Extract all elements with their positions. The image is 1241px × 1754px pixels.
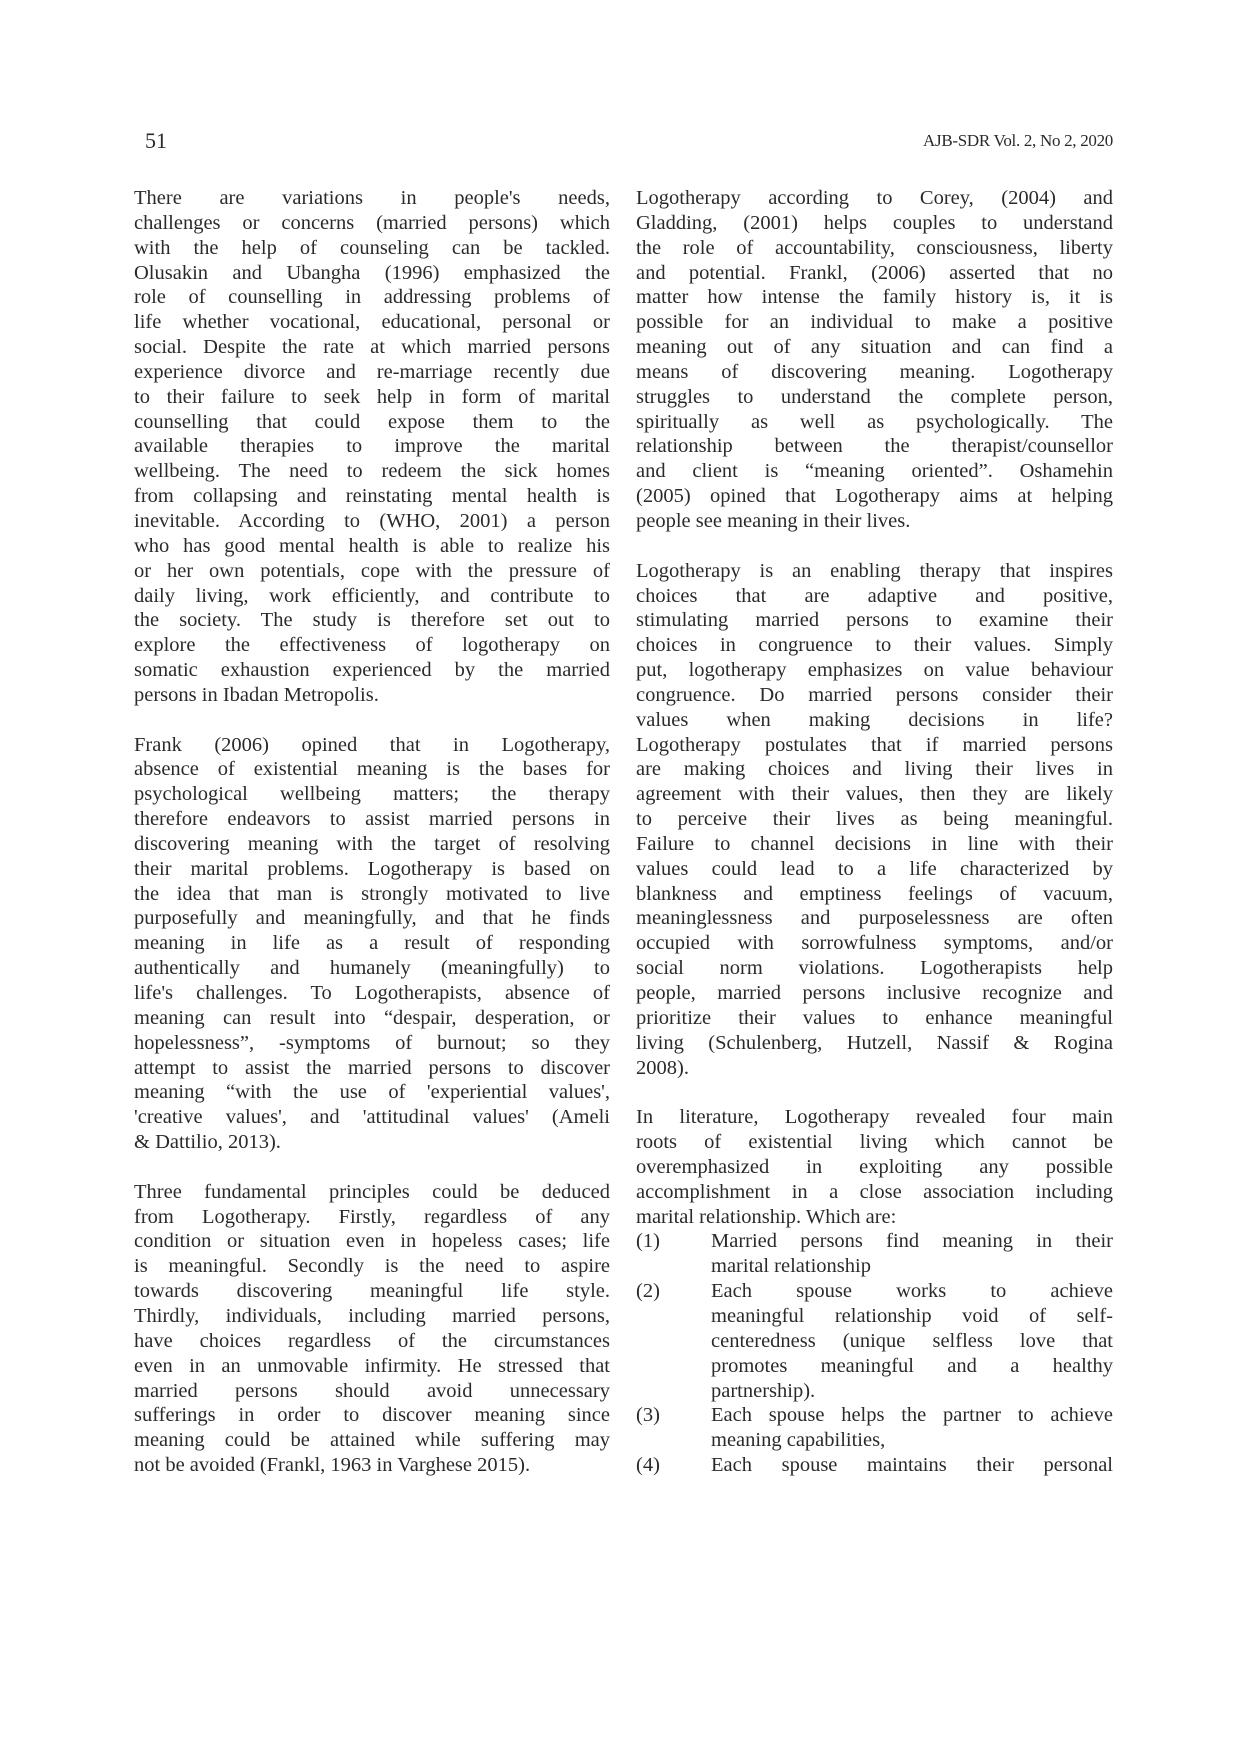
list-item-text: [711, 1229, 1113, 1279]
right-column: [636, 186, 1113, 1478]
text-line: discovering meaning with the target of resolving: [134, 832, 610, 855]
text-line: Gladding, (2001) helps couples to understand: [636, 211, 1113, 234]
list-item-line: marital relationship: [711, 1255, 871, 1278]
list-item-number: (3): [636, 1404, 660, 1427]
text-line: somatic exhaustion experienced by the married: [134, 659, 610, 682]
text-line: prioritize their values to enhance meaningful: [636, 1006, 1113, 1029]
text-line: meaning could be attained while suffering may: [134, 1429, 610, 1452]
text-line: marital relationship. Which are:: [636, 1205, 897, 1228]
text-line: Logotherapy is an enabling therapy that inspires: [636, 559, 1113, 582]
text-line: There are variations in people's needs,: [134, 187, 610, 209]
text-line: put, logotherapy emphasizes on value behaviour: [636, 659, 1113, 682]
text-line: not be avoided (Frankl, 1963 in Varghese 2015).: [134, 1454, 531, 1477]
list-item: [636, 1403, 1113, 1453]
text-line: roots of existential living which cannot be: [636, 1131, 1113, 1154]
left-column: [134, 186, 610, 1478]
paragraph: [134, 186, 610, 708]
page-number: 51: [145, 128, 167, 153]
text-line: absence of existential meaning is the bases for: [134, 758, 610, 781]
text-line: the role of accountability, consciousness, liberty: [636, 236, 1113, 259]
text-line: Three fundamental principles could be deduced: [134, 1180, 610, 1203]
text-line: available therapies to improve the marital: [134, 435, 610, 458]
list-item-number: (2): [636, 1280, 660, 1303]
text-line: hopelessness”, -symptoms of burnout; so they: [134, 1031, 610, 1054]
text-line: purposefully and meaningfully, and that he finds: [134, 907, 610, 930]
text-line: from Logotherapy. Firstly, regardless of any: [134, 1205, 610, 1228]
text-line: have choices regardless of the circumstances: [134, 1329, 610, 1352]
text-line: explore the effectiveness of logotherapy on: [134, 634, 610, 657]
text-line: are making choices and living their lives in: [636, 758, 1113, 781]
text-line: overemphasized in exploiting any possible: [636, 1155, 1113, 1178]
text-line: towards discovering meaningful life style.: [134, 1280, 610, 1303]
text-line: the idea that man is strongly motivated to live: [134, 882, 610, 905]
list-item-line: promotes meaningful and a healthy: [711, 1354, 1113, 1377]
list-item-line: centeredness (unique selfless love that: [711, 1329, 1113, 1352]
journal-citation: AJB-SDR Vol. 2, No 2, 2020: [923, 131, 1113, 150]
text-line: matter how intense the family history is, it is: [636, 286, 1113, 309]
text-line: congruence. Do married persons consider their: [636, 683, 1113, 706]
text-line: wellbeing. The need to redeem the sick homes: [134, 460, 610, 483]
paragraph: [636, 559, 1113, 1081]
list-item-text: [711, 1403, 1113, 1453]
list-item: [636, 1279, 1113, 1403]
text-line: people see meaning in their lives.: [636, 509, 911, 532]
list-item-line: partnership).: [711, 1379, 816, 1402]
paragraph: [134, 1180, 610, 1478]
text-line: social. Despite the rate at which married persons: [134, 336, 610, 359]
numbered-list: [636, 1229, 1113, 1477]
text-line: counselling that could expose them to the: [134, 410, 610, 433]
text-line: 'creative values', and 'attitudinal values' (Ameli: [134, 1106, 610, 1129]
paragraph: [134, 733, 610, 1155]
text-line: agreement with their values, then they are likely: [636, 783, 1113, 806]
text-line: married persons should avoid unnecessary: [134, 1379, 610, 1402]
text-line: and potential. Frankl, (2006) asserted that no: [636, 261, 1113, 284]
text-line: Logotherapy postulates that if married persons: [636, 733, 1113, 756]
text-line: sufferings in order to discover meaning since: [134, 1404, 610, 1427]
text-line: choices in congruence to their values. Simply: [636, 634, 1113, 657]
text-line: choices that are adaptive and positive,: [636, 584, 1113, 607]
text-line: meaning in life as a result of responding: [134, 932, 610, 955]
text-line: challenges or concerns (married persons) which: [134, 211, 610, 234]
text-line: meaning “with the use of 'experiential values',: [134, 1081, 610, 1104]
text-line: Olusakin and Ubangha (1996) emphasized the: [134, 261, 610, 284]
paragraph: [636, 1105, 1113, 1229]
paragraph: [636, 186, 1113, 534]
paragraph-gap: [636, 1080, 1113, 1105]
text-line: 2008).: [636, 1056, 689, 1079]
text-line: Failure to channel decisions in line with their: [636, 832, 1113, 855]
text-line: from collapsing and reinstating mental health is: [134, 485, 610, 508]
text-line: Logotherapy according to Corey, (2004) and: [636, 187, 1113, 209]
list-item-line: meaningful relationship void of self-: [711, 1304, 1113, 1327]
text-line: social norm violations. Logotherapists help: [636, 957, 1113, 980]
list-item-line: Each spouse helps the partner to achieve: [711, 1404, 1113, 1427]
text-line: means of discovering meaning. Logotherapy: [636, 360, 1113, 383]
text-line: meaninglessness and purposelessness are often: [636, 907, 1113, 930]
text-line: stimulating married persons to examine their: [636, 609, 1113, 632]
text-line: values could lead to a life characterized by: [636, 857, 1113, 880]
text-line: meaning can result into “despair, desperation, or: [134, 1006, 610, 1029]
list-item-number: (4): [636, 1454, 660, 1477]
text-line: experience divorce and re-marriage recently due: [134, 360, 610, 383]
text-line: life's challenges. To Logotherapists, absence of: [134, 982, 610, 1004]
text-line: people, married persons inclusive recognize and: [636, 982, 1113, 1004]
text-line: Thirdly, individuals, including married persons,: [134, 1304, 610, 1327]
text-line: and client is “meaning oriented”. Oshamehin: [636, 460, 1113, 483]
text-line: is meaningful. Secondly is the need to aspire: [134, 1255, 610, 1278]
paragraph-gap: [134, 708, 610, 733]
list-item-line: meaning capabilities,: [711, 1429, 886, 1452]
text-line: daily living, work efficiently, and contribute to: [134, 584, 610, 607]
text-line: condition or situation even in hopeless cases; life: [134, 1230, 610, 1253]
list-item: [636, 1229, 1113, 1279]
text-line: struggles to understand the complete person,: [636, 385, 1113, 408]
text-line: Frank (2006) opined that in Logotherapy,: [134, 733, 610, 756]
list-item: [636, 1453, 1113, 1478]
text-line: to their failure to seek help in form of marital: [134, 385, 610, 408]
list-item-number: (1): [636, 1230, 660, 1253]
text-line: occupied with sorrowfulness symptoms, and/or: [636, 932, 1113, 955]
page-header: [0, 128, 1241, 158]
text-line: (2005) opined that Logotherapy aims at helping: [636, 485, 1113, 508]
list-item-line: Each spouse maintains their personal: [711, 1454, 1113, 1477]
text-line: In literature, Logotherapy revealed four main: [636, 1106, 1113, 1129]
text-line: or her own potentials, cope with the pressure of: [134, 559, 610, 582]
text-line: relationship between the therapist/counsellor: [636, 435, 1113, 458]
text-line: their marital problems. Logotherapy is based on: [134, 857, 610, 880]
text-line: who has good mental health is able to realize his: [134, 534, 610, 557]
text-line: living (Schulenberg, Hutzell, Nassif & Rogina: [636, 1031, 1113, 1054]
paragraph-gap: [134, 1155, 610, 1180]
text-line: possible for an individual to make a positive: [636, 311, 1113, 334]
list-item-text: [711, 1453, 1113, 1478]
text-line: spiritually as well as psychologically. The: [636, 410, 1113, 433]
text-line: persons in Ibadan Metropolis.: [134, 683, 379, 706]
text-line: with the help of counseling can be tackled.: [134, 236, 610, 259]
text-line: to perceive their lives as being meaningful.: [636, 808, 1113, 831]
text-line: attempt to assist the married persons to discover: [134, 1056, 610, 1079]
text-line: values when making decisions in life?: [636, 708, 1113, 731]
text-line: therefore endeavors to assist married persons in: [134, 808, 610, 831]
list-item-line: Each spouse works to achieve: [711, 1280, 1113, 1303]
list-item-line: Married persons find meaning in their: [711, 1230, 1113, 1253]
text-line: accomplishment in a close association including: [636, 1180, 1113, 1203]
text-line: inevitable. According to (WHO, 2001) a person: [134, 509, 610, 532]
text-line: & Dattilio, 2013).: [134, 1131, 281, 1154]
text-line: meaning out of any situation and can find a: [636, 336, 1113, 359]
text-line: life whether vocational, educational, personal or: [134, 311, 610, 334]
text-line: authentically and humanely (meaningfully) to: [134, 957, 610, 980]
list-item-text: [711, 1279, 1113, 1403]
text-line: role of counselling in addressing problems of: [134, 286, 610, 309]
text-line: blankness and emptiness feelings of vacuum,: [636, 882, 1113, 905]
paragraph-gap: [636, 534, 1113, 559]
text-line: even in an unmovable infirmity. He stressed that: [134, 1354, 610, 1377]
text-line: the society. The study is therefore set out to: [134, 609, 610, 632]
text-line: psychological wellbeing matters; the therapy: [134, 783, 610, 806]
